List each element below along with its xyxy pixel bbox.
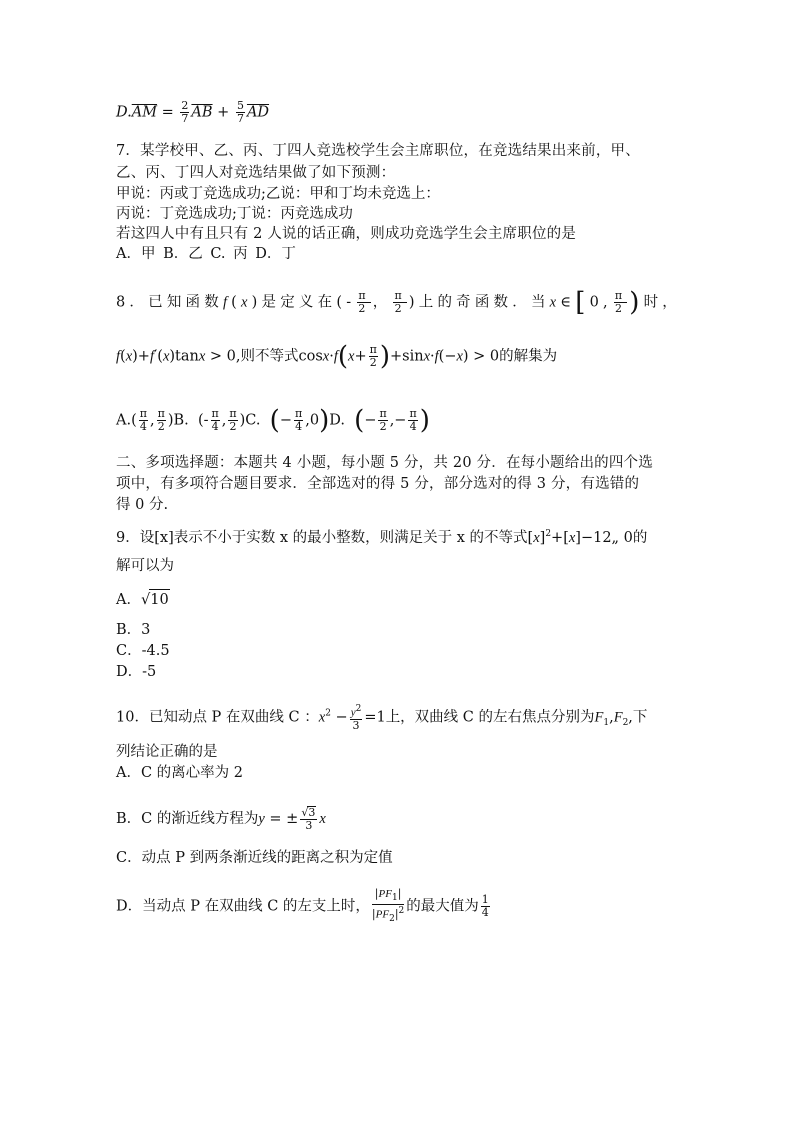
- q9-option-b: B．3: [116, 622, 151, 638]
- section-2-line-3: 得 0 分.: [116, 497, 169, 513]
- q7-options: A．甲 B．乙 C. 丙 D．丁: [116, 246, 296, 262]
- q10-option-c: C．动点 P 到两条渐近线的距离之积为定值: [116, 850, 393, 866]
- q8-line-2: f(x)+f′(x)tanx > 0,则不等式cosx·f(x+ $\frac{\pi}{2}$ )+sinx·f(−x) > 0的解集为: [116, 341, 558, 372]
- q8-options: A.( $\frac{\pi}{4}$ , $\frac{\pi}{2}$ )B. (- $\frac{\pi}{4}$ , $\frac{\pi}{2}$ )C. (− $\frac{\pi}{4}$ ,0)D. (− $\frac{\pi}{2}$ ,− $\frac{\pi}{4}$ ): [116, 405, 430, 436]
- q10-option-a: A．C 的离心率为 2: [116, 765, 244, 781]
- q7-line-5: 若这四人中有且只有 2 人说的话正确，则成功竞选学生会主席职位的是: [116, 226, 577, 242]
- section-2-line-1: 二、多项选择题：本题共 4 小题，每小题 5 分，共 20 分．在每小题给出的四个选: [116, 455, 653, 471]
- q7-line-4: 丙说：丁竞选成功;丁说：丙竞选成功: [116, 206, 353, 222]
- q10-line-1: 10．已知动点 P 在双曲线 C ：$x^2$ − $\frac{y^2}{3}$ =1上，双曲线 C 的左右焦点分别为$F_1,F_2$,下: [116, 704, 648, 732]
- q9-option-d: D．-5: [116, 664, 157, 680]
- q8-line-1: 8．已知函数f(x)是定义在(- $\frac{\pi}{2}$ ， $\frac{\pi}{2}$ )上的奇函数．当x∈[0, $\frac{\pi}{2}$ )时，: [116, 287, 682, 318]
- q9-line-1: 9．设[x]表示不小于实数 x 的最小整数，则满足关于 x 的不等式$[x]^2+[x]-12„$ 0的: [116, 529, 648, 546]
- q10-line-2: 列结论正确的是: [116, 744, 218, 760]
- q7-line-2: 乙、丙、丁四人对竞选结果做了如下预测：: [116, 165, 396, 181]
- option-d-vector: $D.\overline{AM}$ = $\frac{2}{7}$ $\overline{AB}$ + $\frac{5}{7}$ $\overline{AD}$: [116, 99, 270, 125]
- q9-line-2: 解可以为: [116, 558, 174, 574]
- q9-option-a: A．√10: [116, 589, 170, 610]
- section-2-line-2: 项中，有多项符合题目要求．全部选对的得 5 分，部分选对的得 3 分，有选错的: [116, 476, 640, 492]
- q10-option-d: D．当动点 P 在双曲线 C 的左支上时， $\frac{|PF_1|}{|PF_2|^2}$ 的最大值为 $\frac{1}{4}$: [116, 887, 489, 925]
- q7-line-3: 甲说：丙或丁竞选成功;乙说：甲和丁均未竞选上：: [116, 186, 440, 202]
- q9-option-c: C．-4.5: [116, 643, 170, 659]
- q10-option-b: B．C 的渐近线方程为y = ± $\frac{√3}{3}$ x: [116, 806, 326, 832]
- q7-line-1: 7．某学校甲、乙、丙、丁四人竞选校学生会主席职位，在竞选结果出来前，甲、: [116, 143, 640, 159]
